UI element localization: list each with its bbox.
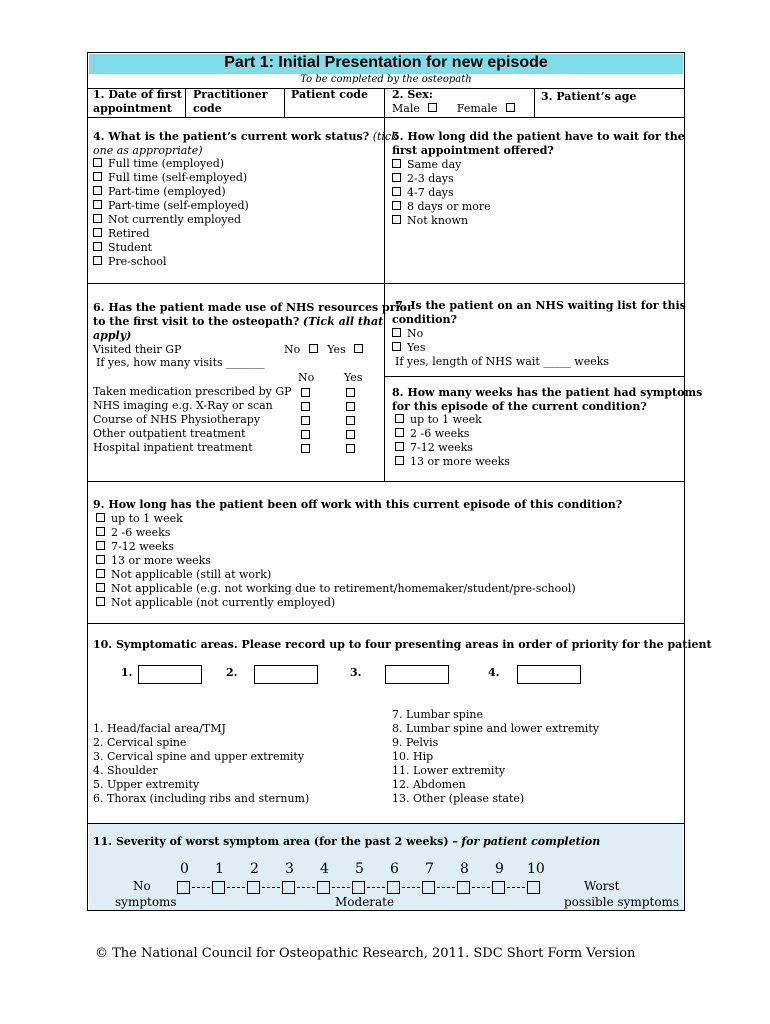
body-area-item: 8. Lumbar spine and lower extremity [392, 722, 599, 735]
scale-dash [262, 887, 280, 888]
checkbox[interactable] [93, 186, 102, 195]
q9-option-label: 7-12 weeks [111, 540, 174, 553]
checkbox[interactable] [96, 541, 105, 550]
q9-option-label: Not applicable (e.g. not working due to retirement/homemaker/student/pre-school) [111, 582, 576, 595]
q4-title-italic: (tick [372, 130, 398, 143]
q8-option-label: 7-12 weeks [410, 441, 473, 454]
q5-option[interactable] [392, 214, 468, 228]
q7-option-label: Yes [407, 341, 426, 354]
q9-option[interactable] [96, 526, 170, 540]
severity-number: 8 [460, 861, 469, 877]
checkbox[interactable] [395, 442, 404, 451]
male-label: Male [392, 102, 420, 115]
severity-checkbox[interactable] [247, 881, 260, 894]
q5-option[interactable] [392, 172, 454, 186]
q4-option[interactable] [93, 171, 247, 185]
severity-number: 5 [355, 861, 364, 877]
age-label: 3. Patient’s age [541, 90, 637, 103]
severity-left-2: symptoms [115, 895, 177, 909]
q9-option[interactable] [96, 596, 335, 610]
practitioner-label: Practitioner [193, 88, 268, 101]
severity-checkbox[interactable] [527, 881, 540, 894]
q6-row-label: Course of NHS Physiotherapy [93, 413, 261, 426]
q5-option-label: Not known [407, 214, 469, 227]
q6-gp-yes-label: Yes [327, 343, 346, 356]
severity-middle: Moderate [335, 895, 395, 909]
severity-number: 9 [495, 861, 504, 877]
severity-number: 10 [527, 861, 545, 877]
q6-gp-label: Visited their GP [93, 343, 182, 356]
form-title: Part 1: Initial Presentation for new episode [224, 54, 548, 71]
q5-option[interactable] [392, 158, 461, 172]
q7-option[interactable] [392, 327, 423, 341]
q9-title: 9. How long has the patient been off work with this current episode of this condition? [93, 498, 623, 511]
symptom-area-input[interactable] [138, 665, 202, 684]
q5-option-label: 4-7 days [407, 186, 454, 199]
q4-option-label: Part-time (employed) [108, 185, 226, 198]
q4-option[interactable] [93, 241, 152, 255]
checkbox[interactable] [93, 228, 102, 237]
q5-option[interactable] [392, 200, 491, 214]
q8-option[interactable] [395, 427, 469, 441]
q6-row-label: Taken medication prescribed by GP [93, 385, 292, 398]
q4-option[interactable] [93, 255, 167, 269]
scale-dash [332, 887, 350, 888]
q6-row-yes-checkbox[interactable] [346, 430, 355, 439]
q6-title: 6. Has the patient made use of NHS resources prior [93, 301, 413, 314]
q9-option-label: Not applicable (not currently employed) [111, 596, 336, 609]
scale-dash [507, 887, 525, 888]
q6-row-yes-checkbox[interactable] [346, 416, 355, 425]
severity-number: 1 [215, 861, 224, 877]
female-checkbox[interactable] [506, 103, 515, 112]
q4-title [93, 130, 398, 144]
checkbox[interactable] [392, 215, 401, 224]
scale-dash [297, 887, 315, 888]
checkbox[interactable] [395, 428, 404, 437]
symptom-area-input[interactable] [254, 665, 318, 684]
q6-title-2 [93, 315, 383, 329]
scale-dash [402, 887, 420, 888]
q8-title-2: for this episode of the current condition? [392, 400, 647, 413]
body-area-item: 2. Cervical spine [93, 736, 187, 749]
scale-dash [227, 887, 245, 888]
q6-row-no-checkbox[interactable] [301, 430, 310, 439]
checkbox[interactable] [96, 513, 105, 522]
q6-gp-answer [284, 343, 363, 357]
checkbox[interactable] [392, 173, 401, 182]
checkbox[interactable] [93, 200, 102, 209]
body-area-item: 3. Cervical spine and upper extremity [93, 750, 305, 763]
body-area-item: 9. Pelvis [392, 736, 439, 749]
checkbox[interactable] [93, 242, 102, 251]
q9-option[interactable] [96, 512, 183, 526]
q4-option-label: Part-time (self-employed) [108, 199, 249, 212]
severity-number: 4 [320, 861, 329, 877]
checkbox[interactable] [395, 414, 404, 423]
severity-number: 0 [180, 861, 189, 877]
body-area-item: 5. Upper extremity [93, 778, 200, 791]
q10-slot-number: 1. [121, 666, 133, 679]
q5-title-2: first appointment offered? [392, 144, 554, 157]
checkbox[interactable] [93, 214, 102, 223]
divider [384, 376, 684, 377]
severity-checkbox[interactable] [457, 881, 470, 894]
q4-option-label: Not currently employed [108, 213, 242, 226]
checkbox[interactable] [392, 201, 401, 210]
checkbox[interactable] [96, 555, 105, 564]
q10-slot-number: 3. [350, 666, 362, 679]
severity-checkbox[interactable] [282, 881, 295, 894]
q5-option-label: 2-3 days [407, 172, 454, 185]
body-area-item: 7. Lumbar spine [392, 708, 483, 721]
body-area-item: 6. Thorax (including ribs and sternum) [93, 792, 310, 805]
q4-option-label: Student [108, 241, 153, 254]
q6-row-yes-checkbox[interactable] [346, 402, 355, 411]
q6-row-no-checkbox[interactable] [301, 444, 310, 453]
scale-dash [437, 887, 455, 888]
q5-option[interactable] [392, 186, 454, 200]
severity-number: 6 [390, 861, 399, 877]
q8-option-label: up to 1 week [410, 413, 482, 426]
divider [88, 117, 684, 118]
q4-option[interactable] [93, 157, 224, 171]
q10-slot-number: 2. [226, 666, 238, 679]
checkbox[interactable] [395, 456, 404, 465]
q6-title-2a: to the first visit to the osteopath? [93, 315, 300, 328]
divider [88, 481, 684, 482]
q9-option-label: 13 or more weeks [111, 554, 211, 567]
checkbox[interactable] [392, 328, 401, 337]
divider [88, 623, 684, 624]
q9-option-label: Not applicable (still at work) [111, 568, 272, 581]
severity-checkbox[interactable] [422, 881, 435, 894]
body-area-item: 4. Shoulder [93, 764, 158, 777]
divider [384, 117, 385, 481]
sex-label: 2. Sex: [392, 88, 433, 101]
checkbox[interactable] [96, 597, 105, 606]
q4-option[interactable] [93, 199, 249, 213]
q8-option-label: 13 or more weeks [410, 455, 510, 468]
q6-row-yes-checkbox[interactable] [346, 444, 355, 453]
checkbox[interactable] [96, 569, 105, 578]
practitioner-label-2: code [193, 102, 222, 115]
q7-wait[interactable]: If yes, length of NHS wait _____ weeks [395, 355, 610, 368]
divider [384, 88, 385, 117]
severity-checkbox[interactable] [352, 881, 365, 894]
q6-title-3: apply) [93, 329, 132, 342]
q8-option-label: 2 -6 weeks [410, 427, 470, 440]
q10-slot-number: 4. [488, 666, 500, 679]
body-area-item: 10. Hip [392, 750, 434, 763]
checkbox[interactable] [392, 159, 401, 168]
checkbox[interactable] [96, 583, 105, 592]
q9-option-label: 2 -6 weeks [111, 526, 171, 539]
severity-number: 2 [250, 861, 259, 877]
checkbox[interactable] [93, 256, 102, 265]
q6-row-no-checkbox[interactable] [301, 402, 310, 411]
divider [534, 88, 535, 117]
body-area-item: 11. Lower extremity [392, 764, 506, 777]
q6-row-label: Hospital inpatient treatment [93, 441, 253, 454]
q7-option-label: No [407, 327, 424, 340]
q6-no-header: No [298, 371, 315, 384]
scale-dash [192, 887, 210, 888]
symptom-area-input[interactable] [517, 665, 581, 684]
q9-option-label: up to 1 week [111, 512, 183, 525]
severity-right-1: Worst [584, 879, 620, 893]
q7-title-2: condition? [392, 313, 457, 326]
q6-title-2b: (Tick all that [302, 315, 384, 328]
severity-left-1: No [133, 879, 151, 893]
checkbox[interactable] [96, 527, 105, 536]
q4-option-label: Full time (self-employed) [108, 171, 248, 184]
q5-title: 5. How long did the patient have to wait for the [392, 130, 685, 143]
severity-checkbox[interactable] [492, 881, 505, 894]
scale-dash [472, 887, 490, 888]
q4-option-label: Full time (employed) [108, 157, 225, 170]
date-label: 1. Date of first [93, 88, 182, 101]
q4-title-bold: 4. What is the patient’s current work status? [93, 130, 370, 143]
severity-right-2: possible symptoms [564, 895, 680, 909]
checkbox[interactable] [93, 172, 102, 181]
severity-number: 7 [425, 861, 434, 877]
female-label: Female [456, 102, 498, 115]
form-part1 [87, 52, 712, 911]
q6-visits[interactable]: If yes, how many visits _______ [96, 356, 265, 369]
q6-gp-yes-checkbox[interactable] [354, 344, 363, 353]
q4-option[interactable] [93, 227, 150, 241]
footer-copyright: © The National Council for Osteopathic Research, 2011. SDC Short Form Version [95, 946, 636, 961]
q4-option[interactable] [93, 213, 241, 227]
date-label-2: appointment [93, 102, 172, 115]
checkbox[interactable] [392, 342, 401, 351]
divider [88, 283, 684, 284]
q6-gp-no-checkbox[interactable] [309, 344, 318, 353]
q6-gp-no-label: No [284, 343, 301, 356]
q11-title-bold: 11. Severity of worst symptom area (for the past 2 weeks) – [93, 835, 458, 848]
q4-option[interactable] [93, 185, 226, 199]
q7-option[interactable] [392, 341, 425, 355]
q6-row-yes-checkbox[interactable] [346, 388, 355, 397]
q6-yes-header: Yes [344, 371, 363, 384]
q6-row-label: Other outpatient treatment [93, 427, 246, 440]
body-area-item: 1. Head/facial area/TMJ [93, 722, 226, 735]
q11-title [93, 835, 600, 849]
q4-option-label: Retired [108, 227, 150, 240]
q11-title-italic: for patient completion [461, 835, 601, 848]
patient-code-label: Patient code [291, 88, 368, 101]
q6-row-no-checkbox[interactable] [301, 416, 310, 425]
sex-options [392, 102, 515, 116]
checkbox[interactable] [93, 158, 102, 167]
checkbox[interactable] [392, 187, 401, 196]
q9-option[interactable] [96, 554, 211, 568]
q8-option[interactable] [395, 455, 510, 469]
severity-number: 3 [285, 861, 294, 877]
severity-checkbox[interactable] [317, 881, 330, 894]
q8-option[interactable] [395, 441, 473, 455]
q8-title: 8. How many weeks has the patient had symptoms [392, 386, 703, 399]
symptom-area-input[interactable] [385, 665, 449, 684]
q5-option-label: 8 days or more [407, 200, 491, 213]
severity-checkbox[interactable] [387, 881, 400, 894]
q4-title-2: one as appropriate) [93, 144, 203, 157]
q4-option-label: Pre-school [108, 255, 167, 268]
q8-option[interactable] [395, 413, 482, 427]
q6-row-no-checkbox[interactable] [301, 388, 310, 397]
divider [284, 88, 285, 117]
body-area-item: 12. Abdomen [392, 778, 466, 791]
severity-checkbox[interactable] [212, 881, 225, 894]
q9-option[interactable] [96, 540, 174, 554]
q10-title: 10. Symptomatic areas. Please record up to four presenting areas in order of priority for the patient [93, 638, 712, 651]
q9-option[interactable] [96, 582, 576, 596]
male-checkbox[interactable] [428, 103, 437, 112]
scale-dash [367, 887, 385, 888]
q6-row-label: NHS imaging e.g. X-Ray or scan [93, 399, 273, 412]
body-area-item: 13. Other (please state) [392, 792, 525, 805]
q5-option-label: Same day [407, 158, 462, 171]
form-subtitle: To be completed by the osteopath [300, 74, 472, 85]
severity-checkbox[interactable] [177, 881, 190, 894]
q7-title: 7. Is the patient on an NHS waiting list for this [395, 299, 686, 312]
divider [185, 88, 186, 117]
q9-option[interactable] [96, 568, 271, 582]
